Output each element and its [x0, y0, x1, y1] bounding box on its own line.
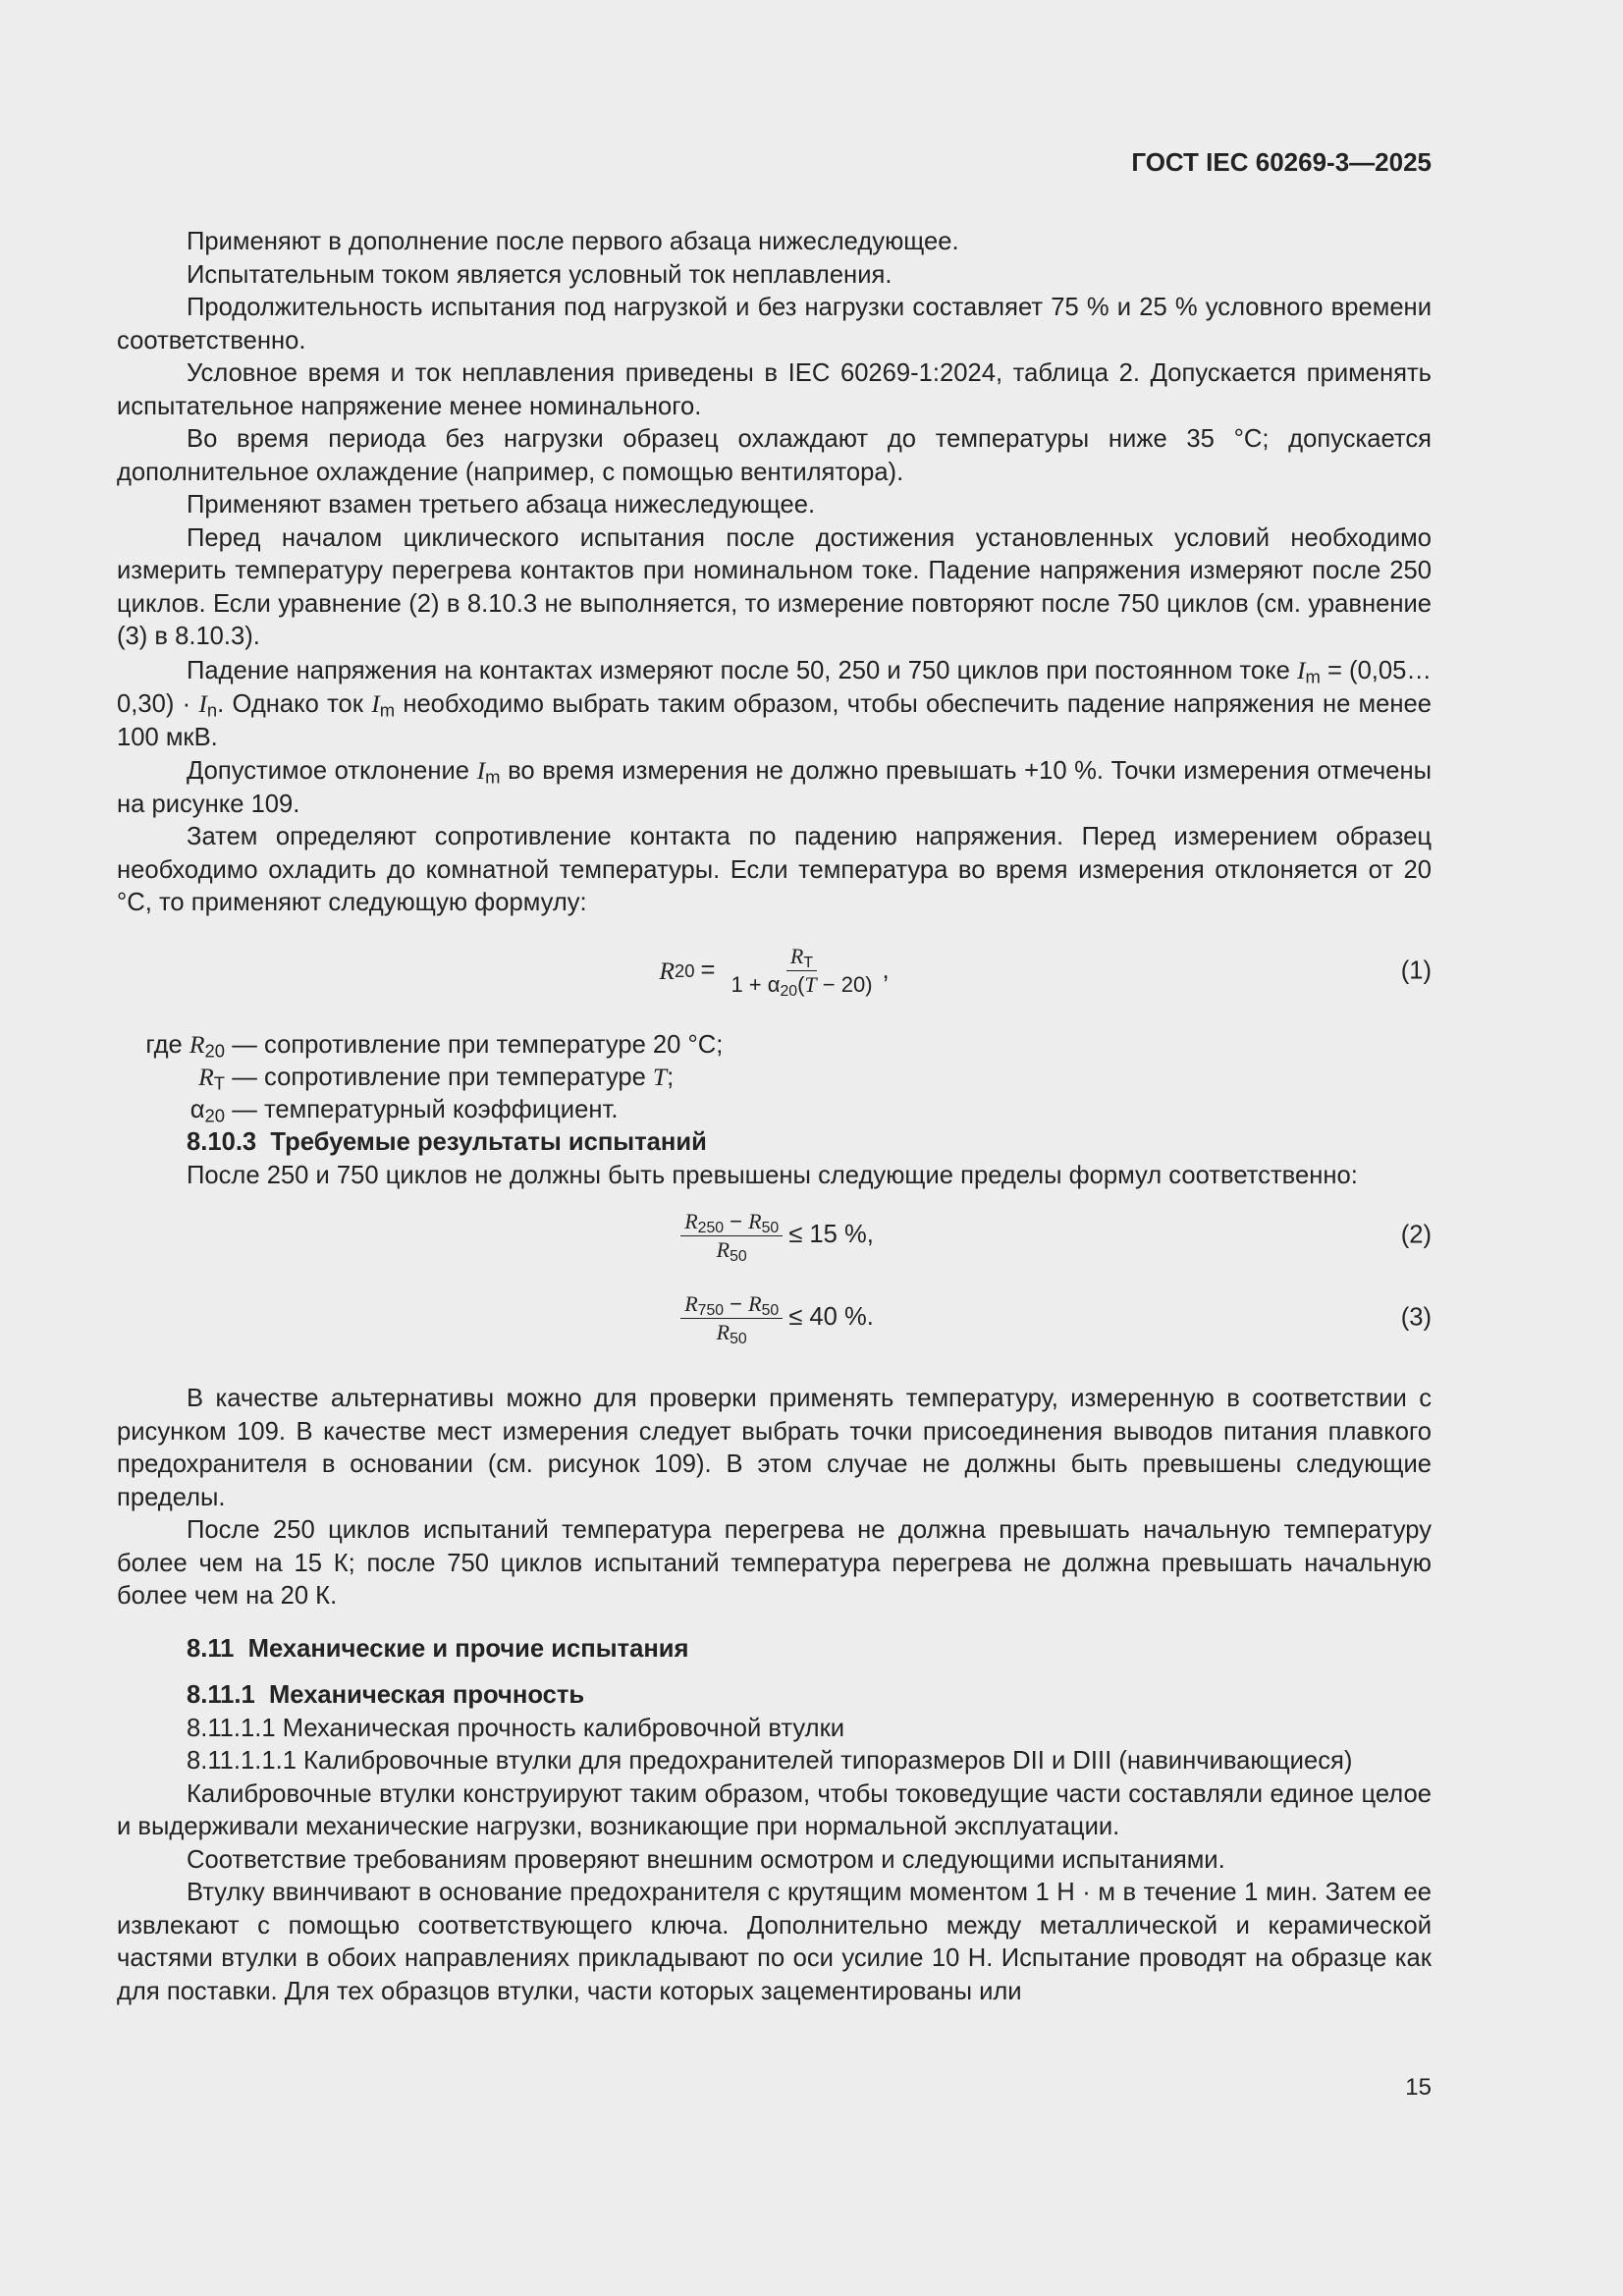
subsection-8-11-1-1: 8.11.1.1 Механическая прочность калибровочной втулки [187, 1714, 845, 1742]
section-heading-8-11-1: 8.11.1 Механическая прочность [187, 1681, 585, 1709]
where-list [117, 1028, 1432, 1127]
paragraph: Продолжительность испытания под нагрузкой и без нагрузки составляет 75 % и 25 % условного времени соответственно. [117, 294, 1432, 355]
page-number: 15 [1405, 2074, 1432, 2101]
paragraph-deviation: Допустимое отклонение $I_m$ во время измерения не должно превышать +10 %. Точки измерения отмечены на рисунке 109. [117, 756, 1432, 818]
paragraph: После 250 циклов испытаний температура перегрева не должна превышать начальную температуру более чем на 15 К; после 750 циклов испытаний температура перегрева не должна превышать начальную более чем на 20 К. [117, 1516, 1432, 1610]
section-heading-8-10-3: 8.10.3 Требуемые результаты испытаний [187, 1128, 707, 1156]
paragraph: Перед началом циклического испытания после достижения установленных условий необходимо измерить температуру перегрева контактов при номинальном токе. Падение напряжения измеряют после 250 циклов. Если уравнение (2) в 8.10.3 не выполняется, то измерение повторяют после 750 циклов (см. уравнение (3) в 8.10.3). [117, 523, 1432, 650]
where-row: где $R_{20}$ — сопротивление при температуре 20 °С; [145, 1029, 724, 1062]
paragraph: Втулку ввинчивают в основание предохранителя с крутящим моментом 1 Н · м в течение 1 мин. Затем ее извлекают с помощью соответствующего ключа. Дополнительно между металлической и керамической частями втулки в обоих направлениях прикладывают по оси усилие 10 Н. Испытание проводят на образце как для поставки. Для тех образцов втулки, части которых зацементированы или [117, 1879, 1432, 2005]
equation-number: (1) [1400, 956, 1432, 984]
paragraph: Применяют в дополнение после первого абзаца нижеследующее. [187, 228, 959, 255]
paragraph-resistance: Затем определяют сопротивление контакта по падению напряжения. Перед измерением образец необходимо охладить до комнатной температуры. Если температура во время измерения отклоняется от 20 °С, то применяют следующую формулу: [117, 823, 1432, 916]
paragraph: Испытательным током является условный ток неплавления. [187, 260, 893, 289]
paragraph: Калибровочные втулки конструируют таким образом, чтобы токоведущие части составляли единое целое и выдерживали механические нагрузки, возникающие при нормальной эксплуатации. [117, 1779, 1432, 1840]
formula-1: R 20 = $\frac{R_T}{1 + \alpha_{20}(T - 20)}$ , (1) [659, 944, 1432, 1000]
formula-2: $\frac{R_{250} - R_{50}}{R_{50}}$ ≤ 15 %, (2) [117, 1200, 1432, 1271]
where-row: $R_T$ — сопротивление при температуре T; [198, 1063, 675, 1094]
equation-number: (2) [1400, 1221, 1432, 1249]
subsection-8-11-1-1-1: 8.11.1.1.1 Калибровочные втулки для предохранителей типоразмеров DII и DIII (навинчивающиеся) [187, 1747, 1353, 1775]
section-heading-8-11: 8.11 Механические и прочие испытания [187, 1634, 689, 1663]
formula-3: $\frac{R_{750} - R_{50}}{R_{50}}$ ≤ 40 %. (3) [117, 1283, 1432, 1353]
paragraph-limits: После 250 и 750 циклов не должны быть превышены следующие пределы формул соответственно: [187, 1161, 1358, 1189]
paragraph: Условное время и ток неплавления приведены в IEC 60269-1:2024, таблица 2. Допускается применять испытательное напряжение менее номинального. [117, 359, 1432, 420]
page-body [117, 226, 1432, 2008]
paragraph: В качестве альтернативы можно для проверки применять температуру, измеренную в соответствии с рисунком 109. В качестве мест измерения следует выбрать точки присоединения выводов питания плавкого предохранителя в основании (см. рисунок 109). В этом случае не должны быть превышены следующие пределы. [117, 1385, 1432, 1511]
fraction: $\frac{R_T}{1 + \alpha_{20}(T - 20)}$ [730, 944, 873, 1000]
paragraph: Соответствие требованиям проверяют внешним осмотром и следующими испытаниями. [187, 1845, 1225, 1874]
paragraph-test-current: Падение напряжения на контактах измеряют после 50, 250 и 750 циклов при постоянном токе $I_m$ = (0,05…0,30) · $I_n$. Однако ток $I_m$ необходимо выбрать таким образом, чтобы обеспечить падение напряжения не менее 100 мкВ. [117, 655, 1432, 751]
where-row: $\alpha_{20}$ — температурный коэффициент. [189, 1095, 619, 1126]
equation-number: (3) [1400, 1303, 1432, 1332]
paragraph: Во время периода без нагрузки образец охлаждают до температуры ниже 35 °С; допускается дополнительное охлаждение (например, с помощью вентилятора). [117, 425, 1432, 486]
document-code-header: ГОСТ IEC 60269-3—2025 [1131, 147, 1432, 177]
paragraph: Применяют взамен третьего абзаца нижеследующее. [187, 491, 816, 519]
